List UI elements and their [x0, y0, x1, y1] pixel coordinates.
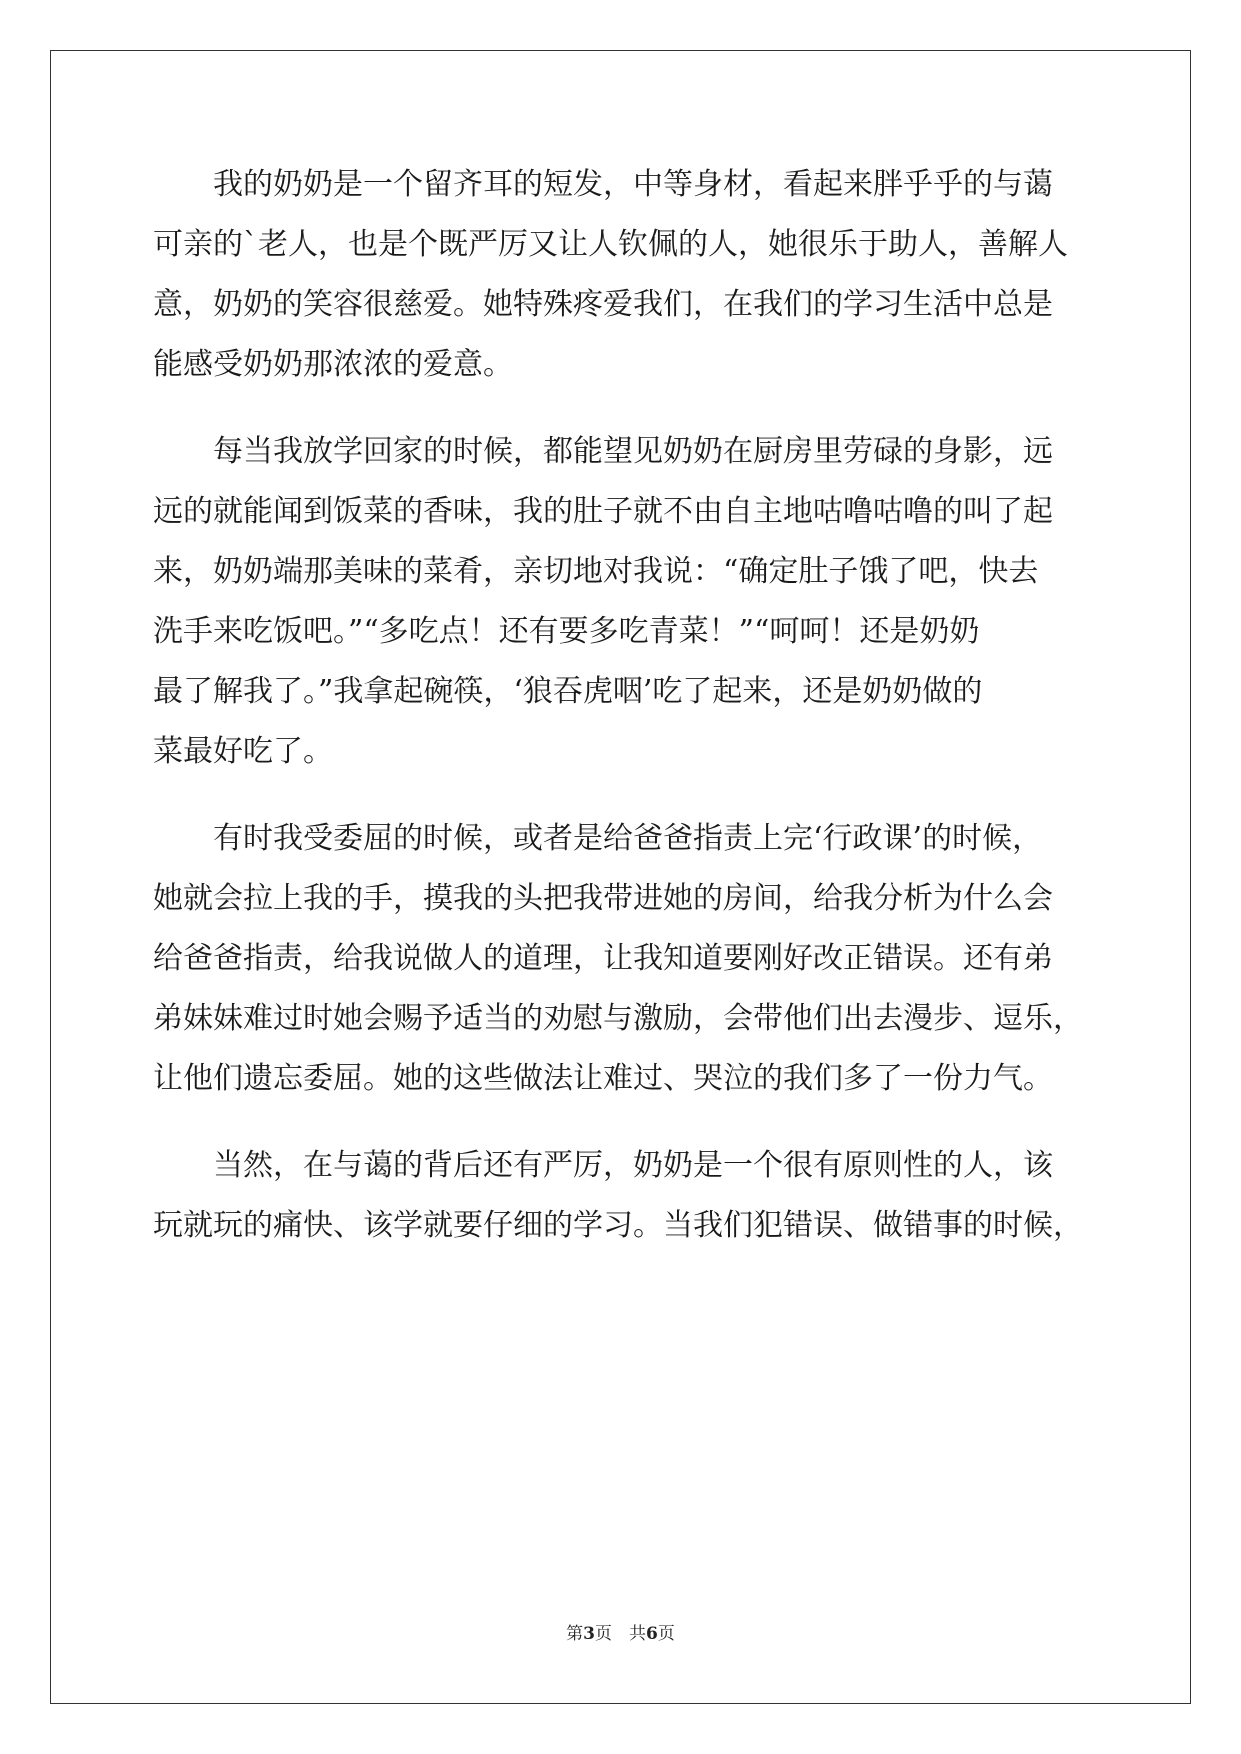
text-line: 玩就玩的痛快、该学就要仔细的学习。当我们犯错误、做错事的时候， — [153, 1208, 1083, 1243]
text-line: 意，奶奶的笑容很慈爱。她特殊疼爱我们，在我们的学习生活中总是 — [153, 287, 1053, 322]
text-line: 我的奶奶是一个留齐耳的短发，中等身材，看起来胖乎乎的与蔼 — [153, 167, 1053, 202]
footer-mid: 页 共 — [595, 1624, 646, 1644]
text-line: 有时我受委屈的时候，或者是给爸爸指责上完‘行政课’的时候， — [153, 821, 1043, 856]
text-line: 来，奶奶端那美味的菜肴，亲切地对我说：“确定肚子饿了吧，快去 — [153, 554, 1039, 589]
footer-suffix: 页 — [657, 1624, 675, 1644]
text-line: 每当我放学回家的时候，都能望见奶奶在厨房里劳碌的身影，远 — [153, 434, 1053, 469]
text-line: 可亲的`老人，也是个既严厉又让人钦佩的人，她很乐于助人，善解人 — [153, 227, 1068, 262]
text-line: 菜最好吃了。 — [153, 734, 333, 769]
text-line: 让他们遗忘委屈。她的这些做法让难过、哭泣的我们多了一份力气。 — [153, 1061, 1053, 1096]
current-page-number: 3 — [583, 1624, 595, 1644]
text-line: 弟妹妹难过时她会赐予适当的劝慰与激励，会带他们出去漫步、逗乐， — [153, 1001, 1083, 1036]
footer-prefix: 第 — [566, 1624, 584, 1644]
text-line: 最了解我了。”我拿起碗筷，‘狼吞虎咽’吃了起来，还是奶奶做的 — [153, 674, 983, 709]
text-line: 给爸爸指责，给我说做人的道理，让我知道要刚好改正错误。还有弟 — [153, 941, 1053, 976]
text-line: 当然，在与蔼的背后还有严厉，奶奶是一个很有原则性的人，该 — [153, 1148, 1053, 1183]
total-page-number: 6 — [646, 1624, 658, 1644]
text-line: 她就会拉上我的手，摸我的头把我带进她的房间，给我分析为什么会 — [153, 881, 1053, 916]
text-line: 洗手来吃饭吧。”“多吃点！还有要多吃青菜！”“呵呵！还是奶奶 — [153, 614, 980, 649]
text-line: 能感受奶奶那浓浓的爱意。 — [153, 347, 513, 382]
page-footer — [0, 1622, 1241, 1646]
text-line: 远的就能闻到饭菜的香味，我的肚子就不由自主地咕噜咕噜的叫了起 — [153, 494, 1053, 529]
